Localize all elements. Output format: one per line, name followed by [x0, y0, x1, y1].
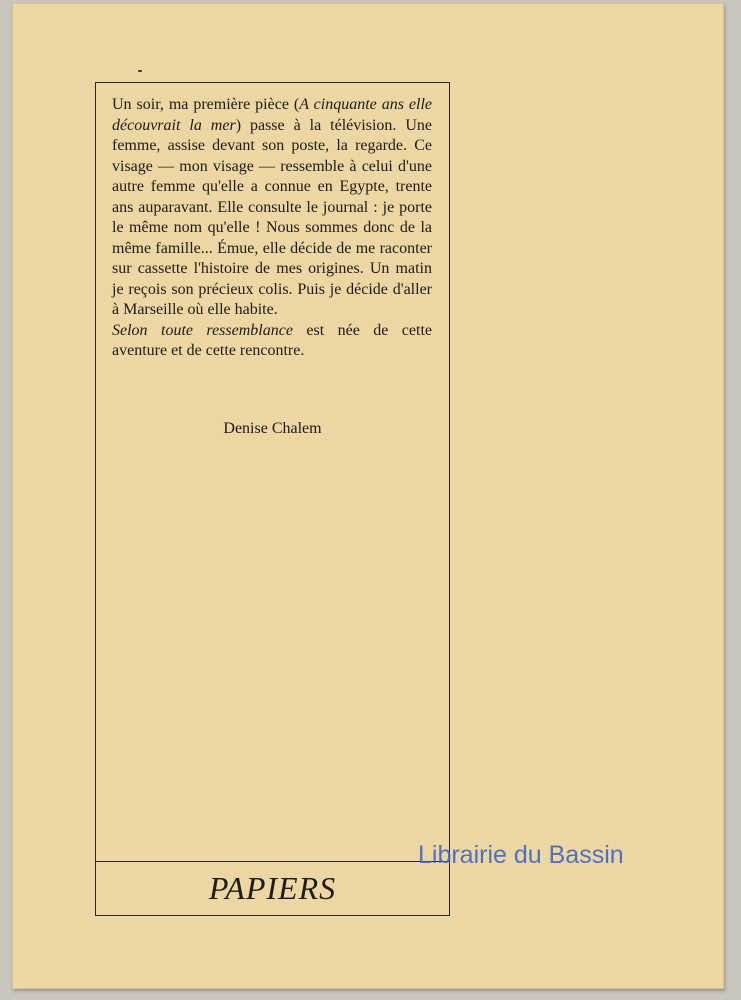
text-frame [95, 82, 450, 916]
author-name: Denise Chalem [223, 420, 322, 437]
publisher-logo: PAPIERS [208, 870, 337, 906]
blurb-text-segment: ) passe à la télévision. Une femme, assise devant son poste, la regarde. Ce visage — mon visage — ressemble à celui d'une autre femme qu'elle a connue en Egypte, trente ans auparavant. Elle consulte le journal : je porte le même nom qu'elle ! Nous sommes donc de la même famille... Émue, elle décide de me raconter sur cassette l'histoire de mes origines. Un matin je reçois son précieux colis. Puis je décide d'aller à Marseille où elle habite. [112, 116, 433, 318]
ink-speck [138, 70, 142, 72]
seller-watermark: Librairie du Bassin [418, 841, 624, 869]
blurb-paragraph-1 [112, 95, 432, 321]
blurb-paragraph-2 [112, 321, 432, 362]
blurb-text [112, 95, 432, 362]
blurb-text-segment: Un soir, ma première pièce ( [112, 96, 300, 113]
book-title: Selon toute ressemblance [112, 321, 293, 339]
book-back-cover [12, 3, 724, 989]
frame-divider [96, 861, 449, 862]
play-title: A cinquante ans elle découvrait la mer [112, 96, 433, 134]
blurb-text-segment: est née de cette aventure et de cette rencontre. [112, 321, 433, 359]
